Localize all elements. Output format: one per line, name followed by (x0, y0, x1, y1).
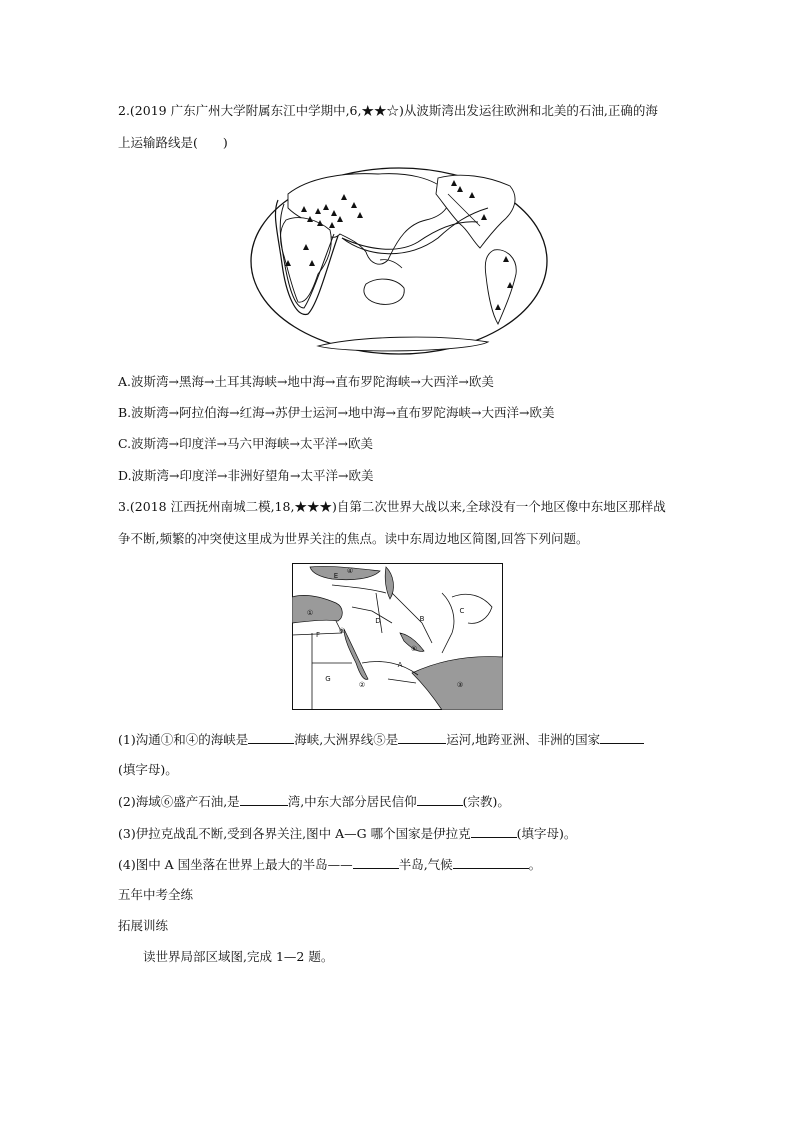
label-n6: ⑥ (410, 645, 418, 653)
q3-sub2-c: (宗教)。 (462, 794, 510, 809)
q2-option-b: B.波斯湾→阿拉伯海→红海→苏伊士运河→地中海→直布罗陀海峡→大西洋→欧美 (118, 405, 555, 420)
q3-sub3-a: (3)伊拉克战乱不断,受到各界关注,图中 A—G 哪个国家是伊拉克 (118, 826, 471, 841)
label-d: D (375, 617, 381, 625)
subsection-title: 拓展训练 (118, 918, 169, 933)
world-shipping-map (248, 164, 551, 358)
q2-option-c: C.波斯湾→印度洋→马六甲海峡→太平洋→欧美 (118, 436, 373, 451)
q3-sub2 (118, 793, 510, 810)
q3-sub1-line1 (118, 731, 644, 748)
label-c: C (459, 607, 465, 615)
q3-sub1-blank2[interactable] (398, 731, 446, 744)
q2-stem-line2: 上运输路线是( ) (118, 135, 228, 150)
intro-text: 读世界局部区域图,完成 1—2 题。 (143, 949, 334, 964)
q3-sub1-blank1[interactable] (248, 731, 294, 744)
label-n2: ② (358, 681, 366, 689)
label-f: F (315, 631, 321, 639)
q3-sub3 (118, 825, 576, 842)
q3-sub1-b: 海峡,大洲界线⑤是 (294, 732, 399, 747)
label-n3: ③ (456, 681, 464, 689)
q3-sub2-b: 湾,中东大部分居民信仰 (287, 794, 417, 809)
q3-sub2-blank2[interactable] (417, 793, 463, 806)
q3-sub4-c: 。 (528, 857, 542, 872)
q3-sub4 (118, 856, 541, 873)
q2-stem-line1: 2.(2019 广东广州大学附属东江中学期中,6,★★☆)从波斯湾出发运往欧洲和北美的石油,正确的海 (118, 103, 658, 118)
q3-sub4-a: (4)图中 A 国坐落在世界上最大的半岛—— (118, 857, 353, 872)
q3-sub1-c: 运河,地跨亚洲、非洲的国家 (446, 732, 601, 747)
label-a: A (397, 661, 403, 669)
q3-sub1-line2: (填字母)。 (118, 762, 178, 777)
label-n1: ① (306, 609, 314, 617)
q3-sub4-b: 半岛,气候 (398, 857, 453, 872)
q2-option-d: D.波斯湾→印度洋→非洲好望角→太平洋→欧美 (118, 468, 374, 483)
q3-stem-line1: 3.(2018 江西抚州南城二模,18,★★★)自第二次世界大战以来,全球没有一个地区像中东地区那样战 (118, 499, 666, 514)
label-g: G (325, 675, 331, 683)
q3-sub4-blank2[interactable] (453, 856, 529, 869)
q3-sub2-blank1[interactable] (240, 793, 288, 806)
middle-east-map (292, 563, 503, 710)
label-n5: ⑤ (338, 627, 346, 635)
q2-option-a: A.波斯湾→黑海→土耳其海峡→地中海→直布罗陀海峡→大西洋→欧美 (118, 374, 494, 389)
label-e: E (333, 572, 339, 580)
q3-sub1-blank3[interactable] (600, 731, 644, 744)
label-n4: ④ (346, 567, 354, 575)
label-b: B (419, 615, 425, 623)
q3-sub1-a: (1)沟通①和④的海峡是 (118, 732, 249, 747)
q3-sub2-a: (2)海域⑥盛产石油,是 (118, 794, 240, 809)
q3-sub3-blank[interactable] (471, 825, 517, 838)
q3-sub4-blank1[interactable] (353, 856, 399, 869)
q3-sub3-b: (填字母)。 (516, 826, 577, 841)
section-title: 五年中考全练 (118, 887, 194, 902)
q3-stem-line2: 争不断,频繁的冲突使这里成为世界关注的焦点。读中东周边地区简图,回答下列问题。 (118, 531, 589, 546)
